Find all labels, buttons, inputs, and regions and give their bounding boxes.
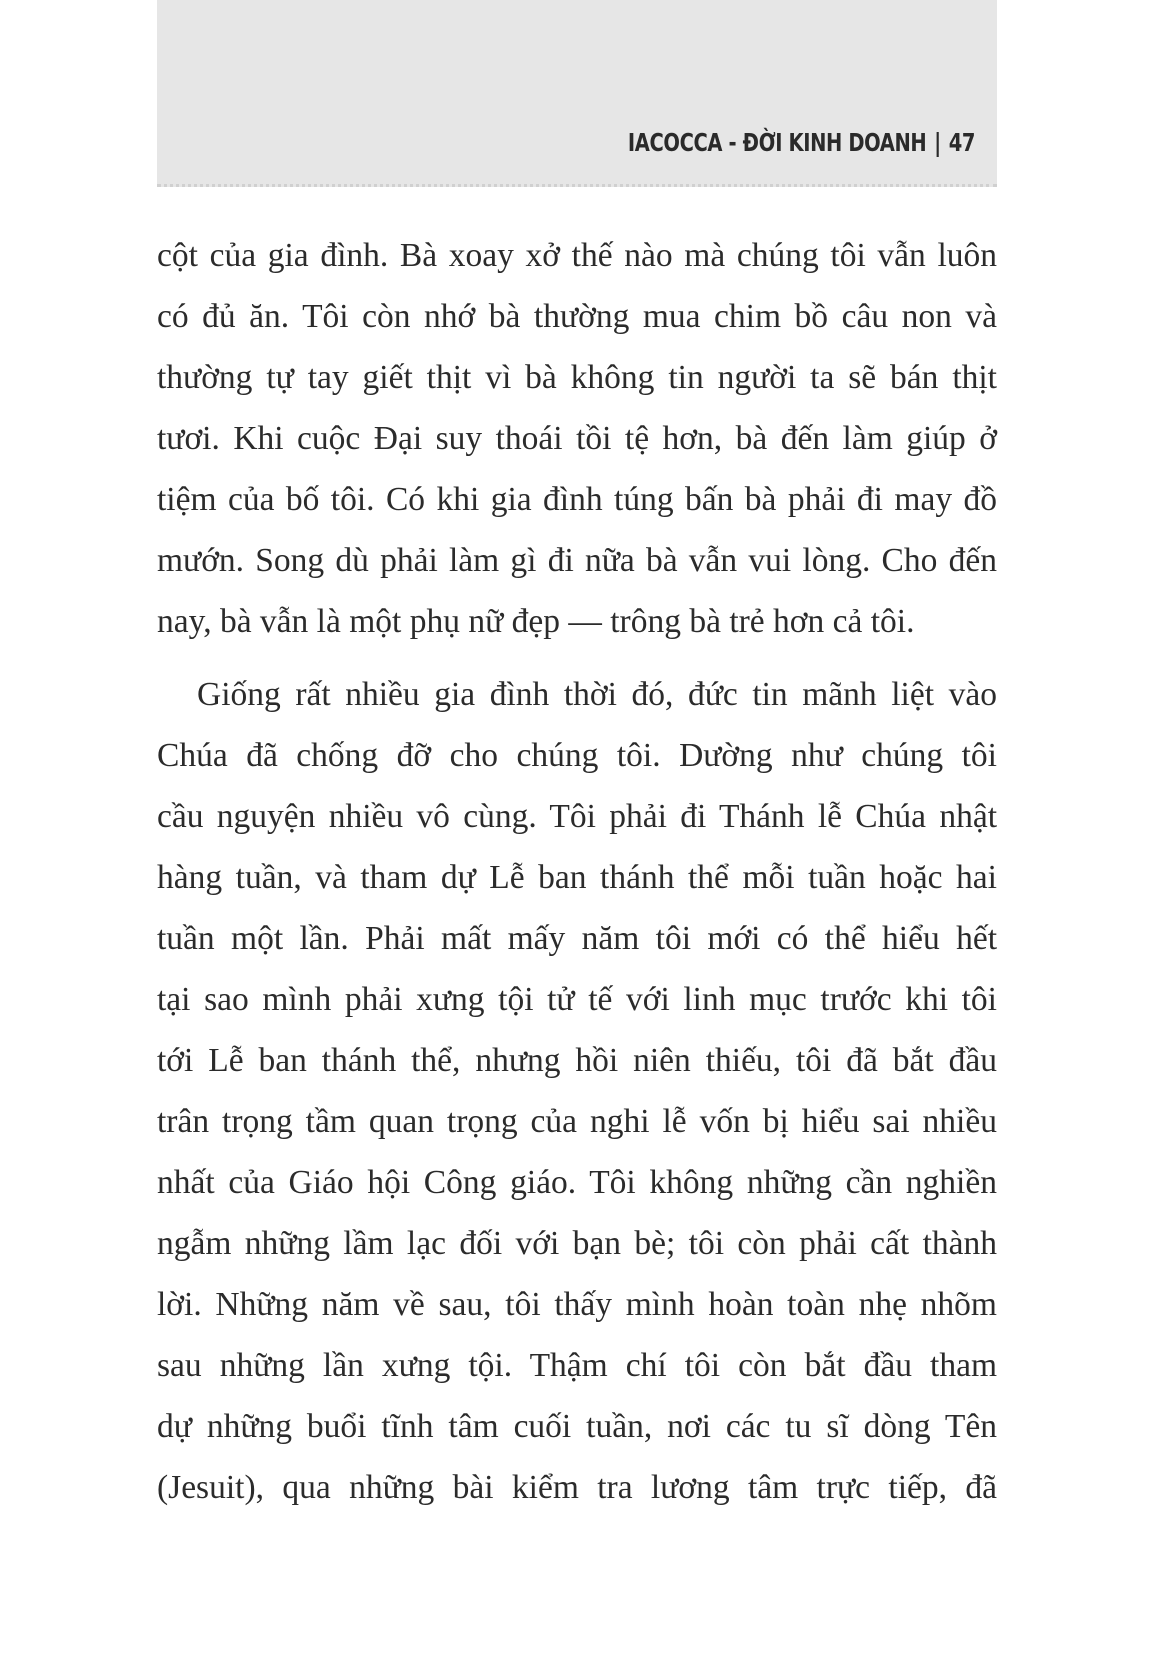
text-line: Chúa đã chống đỡ cho chúng tôi. Dường như chúng tôi xyxy=(157,737,997,774)
running-header xyxy=(157,0,997,187)
paragraph-1 xyxy=(157,225,997,652)
text-line: lời. Những năm về sau, tôi thấy mình hoàn toàn nhẹ nhõm xyxy=(157,1286,997,1323)
text-line: tươi. Khi cuộc Đại suy thoái tồi tệ hơn, bà đến làm giúp ở xyxy=(157,420,997,457)
text-line: cột của gia đình. Bà xoay xở thế nào mà chúng tôi vẫn luôn xyxy=(157,237,997,274)
text-line: (Jesuit), qua những bài kiểm tra lương tâm trực tiếp, đã xyxy=(157,1469,997,1506)
text-line: hàng tuần, và tham dự Lễ ban thánh thể mỗi tuần hoặc hai xyxy=(157,859,997,896)
page-number: 47 xyxy=(948,128,975,157)
text-line: mướn. Song dù phải làm gì đi nữa bà vẫn vui lòng. Cho đến xyxy=(157,542,997,579)
header-separator: | xyxy=(934,128,941,157)
text-line: Giống rất nhiều gia đình thời đó, đức tin mãnh liệt vào xyxy=(197,676,997,713)
text-line: tiệm của bố tôi. Có khi gia đình túng bấn bà phải đi may đồ xyxy=(157,481,997,518)
text-line: ngẫm những lầm lạc đối với bạn bè; tôi còn phải cất thành xyxy=(157,1225,997,1262)
page-body xyxy=(157,225,997,1518)
running-head-text xyxy=(628,128,975,157)
paragraph-gap xyxy=(157,652,997,664)
text-line: sau những lần xưng tội. Thậm chí tôi còn bắt đầu tham xyxy=(157,1347,997,1384)
text-line: nhất của Giáo hội Công giáo. Tôi không những cần nghiền xyxy=(157,1164,997,1201)
text-line: tuần một lần. Phải mất mấy năm tôi mới có thể hiểu hết xyxy=(157,920,997,957)
text-line: cầu nguyện nhiều vô cùng. Tôi phải đi Thánh lễ Chúa nhật xyxy=(157,798,997,835)
text-line: dự những buổi tĩnh tâm cuối tuần, nơi các tu sĩ dòng Tên xyxy=(157,1408,997,1445)
text-line: trân trọng tầm quan trọng của nghi lễ vốn bị hiểu sai nhiều xyxy=(157,1103,997,1140)
text-line: tới Lễ ban thánh thể, nhưng hồi niên thiếu, tôi đã bắt đầu xyxy=(157,1042,997,1079)
text-line: thường tự tay giết thịt vì bà không tin người ta sẽ bán thịt xyxy=(157,359,997,396)
paragraph-2 xyxy=(157,664,997,1518)
book-title: IACOCCA - ĐỜI KINH DOANH xyxy=(627,128,927,157)
text-line: nay, bà vẫn là một phụ nữ đẹp — trông bà trẻ hơn cả tôi. xyxy=(157,603,915,640)
text-line: có đủ ăn. Tôi còn nhớ bà thường mua chim bồ câu non và xyxy=(157,298,997,335)
text-line: tại sao mình phải xưng tội tử tế với linh mục trước khi tôi xyxy=(157,981,997,1018)
